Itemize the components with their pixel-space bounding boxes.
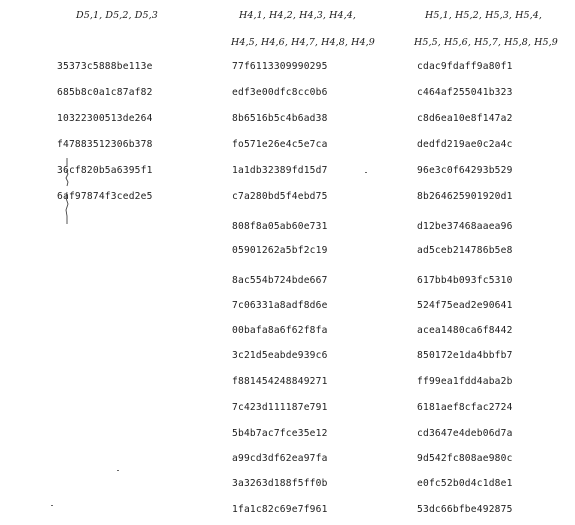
speck [365, 172, 367, 173]
h4-value: edf3e00dfc8cc0b6 [232, 87, 328, 98]
h5-value: 9d542fc808ae980c [417, 453, 513, 464]
header-h4-line1: H4,1, H4,2, H4,3, H4,4, [239, 10, 357, 21]
h5-value: 8b264625901920d1 [417, 191, 513, 202]
h5-value: 850172e1da4bbfb7 [417, 350, 513, 361]
h4-value: 7c423d111187e791 [232, 402, 328, 413]
speck [117, 470, 119, 471]
handwritten-mark [64, 158, 70, 228]
d-value: 36cf820b5a6395f1 [57, 165, 153, 176]
header-h4-line2: H4,5, H4,6, H4,7, H4,8, H4,9 [231, 37, 375, 48]
h4-value: 05901262a5bf2c19 [232, 245, 328, 256]
speck [51, 505, 53, 506]
h4-value: 5b4b7ac7fce35e12 [232, 428, 328, 439]
h4-value: f881454248849271 [232, 376, 328, 387]
h5-value: cd3647e4deb06d7a [417, 428, 513, 439]
h5-value: 617bb4b093fc5310 [417, 275, 513, 286]
h5-value: d12be37468aaea96 [417, 221, 513, 232]
h4-value: 8ac554b724bde667 [232, 275, 328, 286]
h5-value: 96e3c0f64293b529 [417, 165, 513, 176]
d-value: 685b8c0a1c87af82 [57, 87, 153, 98]
h5-value: c464af255041b323 [417, 87, 513, 98]
d-value: 6af97874f3ced2e5 [57, 191, 153, 202]
h5-value: ad5ceb214786b5e8 [417, 245, 513, 256]
d-value: 35373c5888be113e [57, 61, 153, 72]
h5-value: 6181aef8cfac2724 [417, 402, 513, 413]
h4-value: 808f8a05ab60e731 [232, 221, 328, 232]
h5-value: cdac9fdaff9a80f1 [417, 61, 513, 72]
h4-value: fo571e26e4c5e7ca [232, 139, 328, 150]
header-h5-line1: H5,1, H5,2, H5,3, H5,4, [425, 10, 543, 21]
d-value: f47883512306b378 [57, 139, 153, 150]
h5-value: e0fc52b0d4c1d8e1 [417, 478, 513, 489]
h4-value: 1a1db32389fd15d7 [232, 165, 328, 176]
h4-value: 8b6516b5c4b6ad38 [232, 113, 328, 124]
header-h5-line2: H5,5, H5,6, H5,7, H5,8, H5,9 [414, 37, 558, 48]
h4-value: c7a280bd5f4ebd75 [232, 191, 328, 202]
h4-value: 77f6113309990295 [232, 61, 328, 72]
h4-value: 3a3263d188f5ff0b [232, 478, 328, 489]
h4-value: 00bafa8a6f62f8fa [232, 325, 328, 336]
h5-value: 524f75ead2e90641 [417, 300, 513, 311]
d-value: 10322300513de264 [57, 113, 153, 124]
h5-value: acea1480ca6f8442 [417, 325, 513, 336]
h5-value: ff99ea1fdd4aba2b [417, 376, 513, 387]
h4-value: a99cd3df62ea97fa [232, 453, 328, 464]
h5-value: 53dc66bfbe492875 [417, 504, 513, 515]
h4-value: 3c21d5eabde939c6 [232, 350, 328, 361]
h4-value: 7c06331a8adf8d6e [232, 300, 328, 311]
h5-value: c8d6ea10e8f147a2 [417, 113, 513, 124]
h4-value: 1fa1c82c69e7f961 [232, 504, 328, 515]
h5-value: dedfd219ae0c2a4c [417, 139, 513, 150]
header-d5: D5,1, D5,2, D5,3 [76, 10, 158, 21]
